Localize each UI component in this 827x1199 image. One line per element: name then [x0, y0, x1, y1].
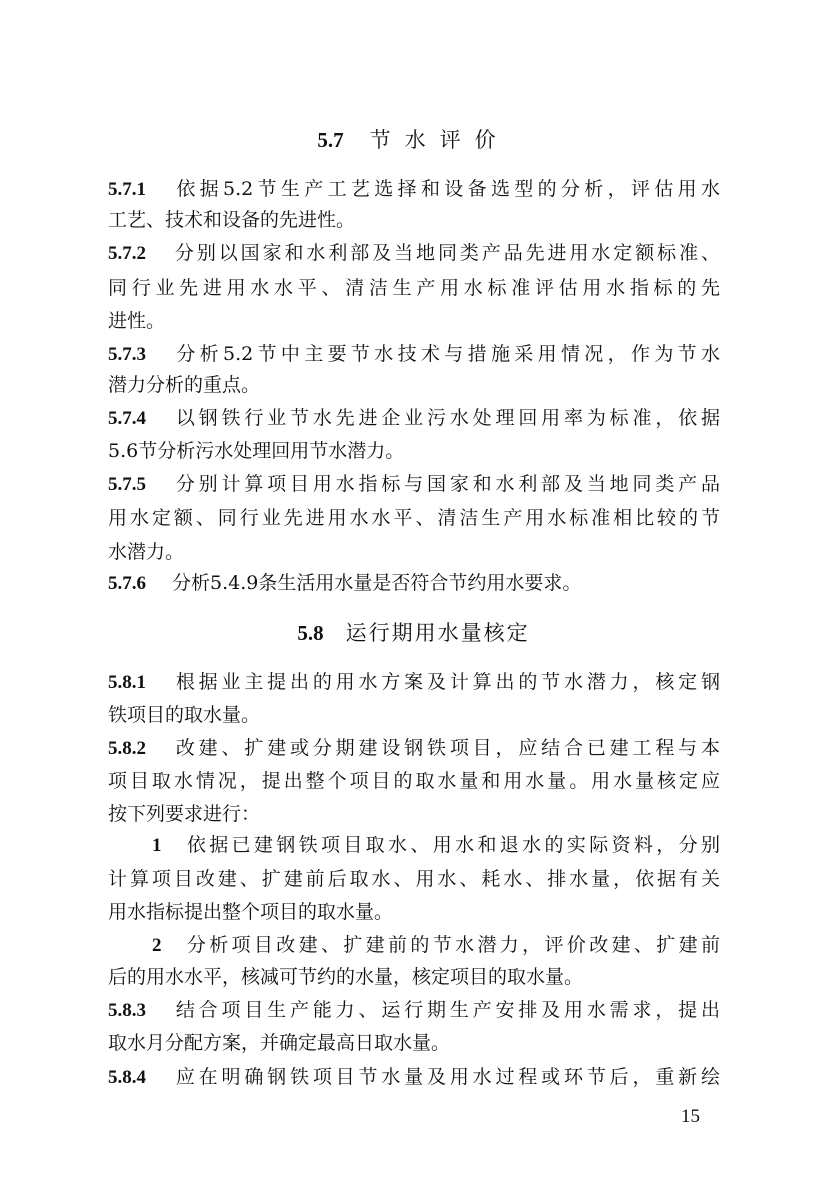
section-heading-5-8: [0, 619, 827, 647]
item-number: 1: [152, 835, 162, 856]
clause-number: 5.7.6: [108, 573, 146, 594]
clause-text-line: 5.6节分析污水处理回用节水潜力。: [108, 440, 405, 462]
clause-text-line: 分析5.2节中主要节水技术与措施采用情况，作为节水: [172, 343, 720, 365]
clause-text-line: 分别计算项目用水指标与国家和水利部及当地同类产品: [172, 473, 720, 495]
clause-text-line: 依据已建钢铁项目取水、用水和退水的实际资料，分别: [183, 834, 720, 856]
clause-5-7-6: [108, 570, 720, 597]
clause-number: 5.7.1: [108, 179, 146, 200]
clause-text-line: 以钢铁行业节水先进企业污水处理回用率为标准，依据: [172, 407, 720, 429]
clause-number: 5.7.5: [108, 474, 146, 495]
clause-text-line: 潜力分析的重点。: [108, 374, 261, 396]
clause-text-line: 后的用水水平，核减可节约的水量，核定项目的取水量。: [108, 966, 584, 988]
clause-text-line: 进性。: [108, 310, 166, 332]
clause-text-line: 用水指标提出整个项目的取水量。: [108, 901, 394, 923]
section-title: 节水评价: [369, 128, 510, 152]
section-title: 运行期用水量核定: [345, 621, 530, 645]
clause-5-8-2: [108, 735, 720, 762]
clause-5-7-5: [108, 471, 720, 498]
section-heading-5-7: [0, 126, 827, 154]
clause-5-8-1: [108, 669, 720, 696]
clause-text-line: 根据业主提出的用水方案及计算出的节水潜力，核定钢: [172, 671, 720, 693]
clause-5-7-1: [108, 176, 720, 203]
clause-number: 5.8.1: [108, 672, 146, 693]
item-2: [108, 932, 720, 959]
clause-text-line: 用水定额、同行业先进用水水平、清洁生产用水标准相比较的节: [108, 507, 720, 529]
clause-number: 5.7.3: [108, 344, 146, 365]
clause-text-line: 分别以国家和水利部及当地同类产品先进用水定额标准、: [172, 242, 720, 264]
section-number: 5.8: [297, 621, 324, 645]
clause-5-7-2: [108, 240, 720, 267]
clause-text-line: 计算项目改建、扩建前后取水、用水、耗水、排水量，依据有关: [108, 868, 720, 890]
clause-text-line: 项目取水情况，提出整个项目的取水量和用水量。用水量核定应: [108, 770, 720, 792]
clause-5-7-4: [108, 405, 720, 432]
item-1: [108, 832, 720, 859]
clause-number: 5.7.2: [108, 243, 146, 264]
clause-number: 5.8.4: [108, 1067, 146, 1088]
clause-text-line: 按下列要求进行：: [108, 803, 261, 825]
clause-number: 5.8.2: [108, 738, 146, 759]
clause-text-line: 结合项目生产能力、运行期生产安排及用水需求，提出: [172, 999, 720, 1021]
section-number: 5.7: [317, 128, 344, 152]
clause-5-8-3: [108, 997, 720, 1024]
clause-text-line: 取水月分配方案，并确定最高日取水量。: [108, 1032, 451, 1054]
clause-text-line: 水潜力。: [108, 541, 185, 563]
clause-5-7-3: [108, 341, 720, 368]
item-number: 2: [152, 935, 162, 956]
clause-text-line: 依据5.2节生产工艺选择和设备选型的分析，评估用水: [172, 178, 720, 200]
clause-number: 5.7.4: [108, 408, 146, 429]
clause-number: 5.8.3: [108, 1000, 146, 1021]
page-number: 15: [681, 1106, 700, 1127]
clause-5-8-4: [108, 1064, 720, 1091]
clause-text-line: 工艺、技术和设备的先进性。: [108, 209, 356, 231]
clause-text-line: 铁项目的取水量。: [108, 704, 261, 726]
clause-text-line: 同行业先进用水水平、清洁生产用水标准评估用水指标的先: [108, 277, 720, 299]
clause-text-line: 应在明确钢铁项目节水量及用水过程或环节后，重新绘: [172, 1066, 720, 1088]
clause-text-line: 分析项目改建、扩建前的节水潜力，评价改建、扩建前: [183, 934, 720, 956]
clause-text-line: 分析5.4.9条生活用水量是否符合节约用水要求。: [172, 572, 582, 594]
clause-text-line: 改建、扩建或分期建设钢铁项目，应结合已建工程与本: [172, 737, 720, 759]
